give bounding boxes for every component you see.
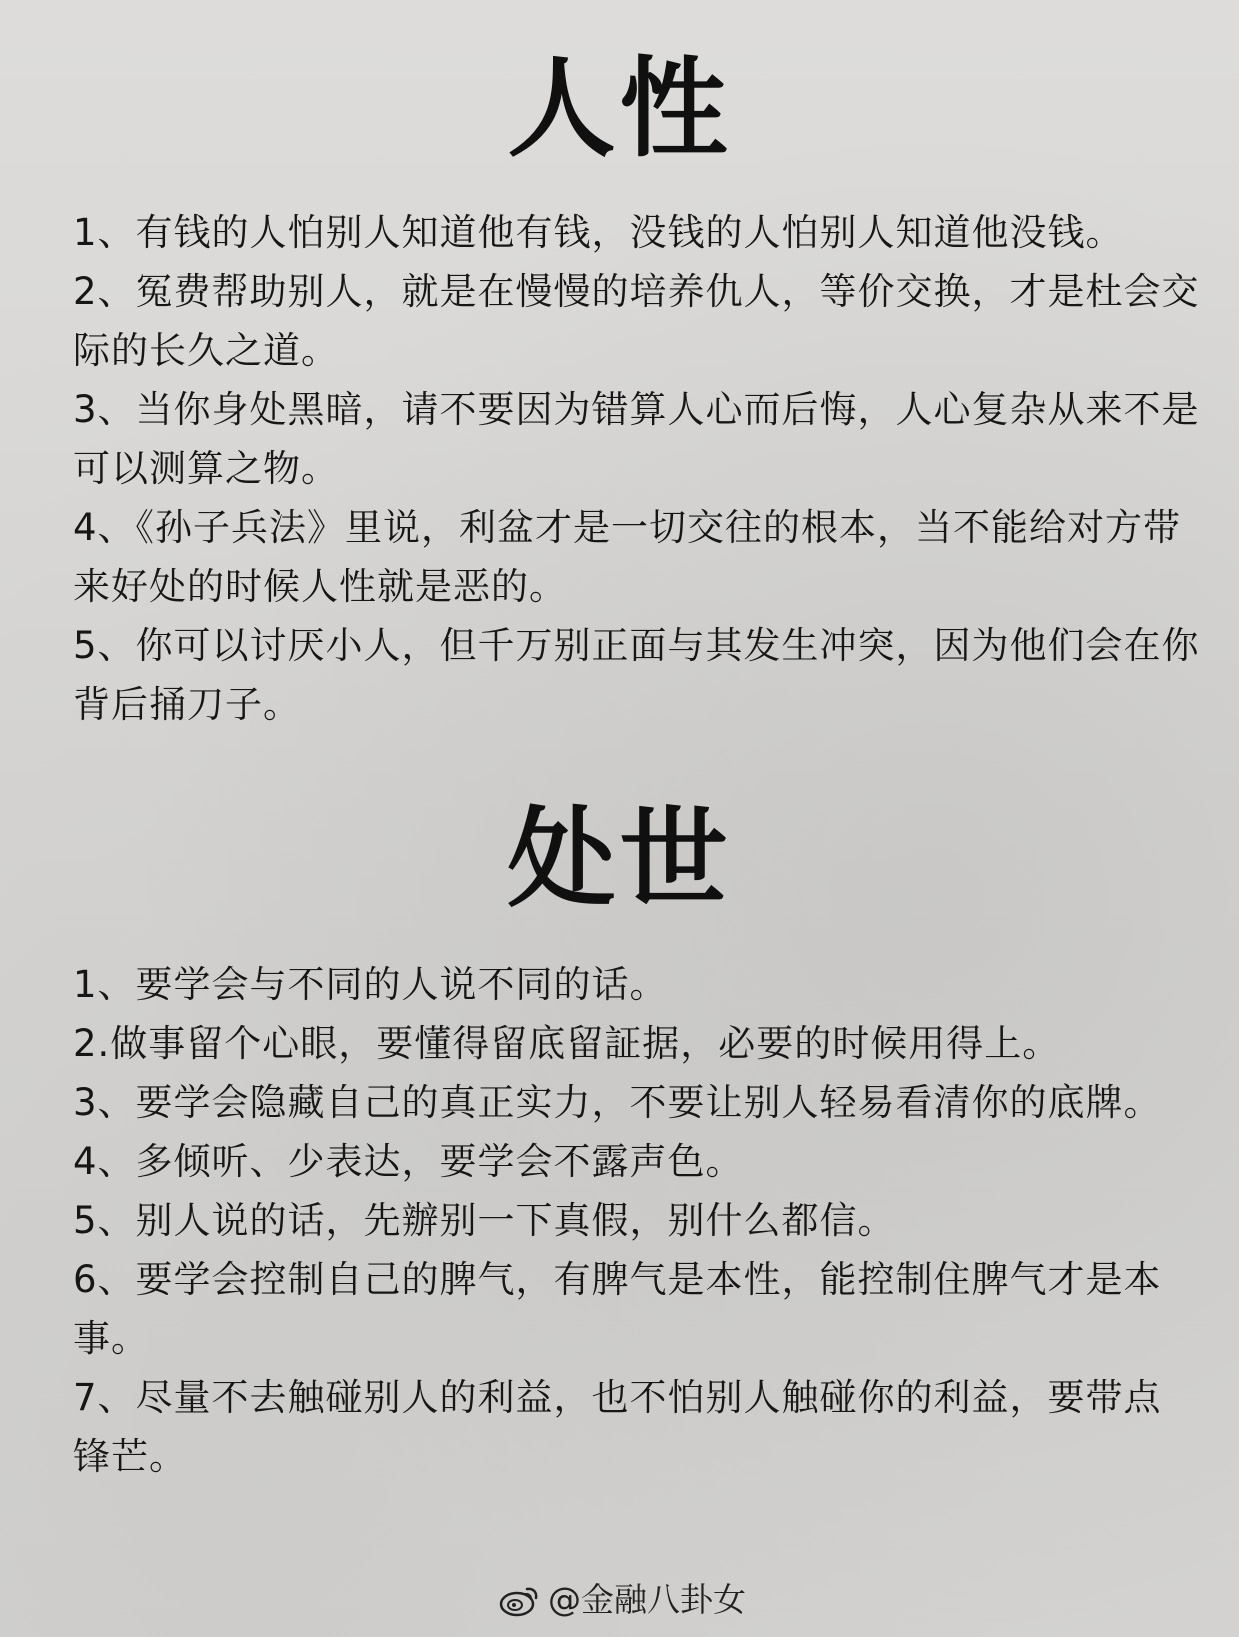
list-item: 2、冤费帮助别人，就是在慢慢的培养仇人，等价交换，才是杜会交际的长久之道。 xyxy=(73,270,1200,372)
section-title-conduct: 处世 xyxy=(507,797,732,922)
list-item: 3、要学会隐藏自己的真正实力，不要让别人轻易看清你的底牌。 xyxy=(73,1081,1162,1124)
list-item: 5、别人说的话，先辦别一下真假，别什么都信。 xyxy=(73,1199,896,1242)
watermark-text: @金融八卦女 xyxy=(548,1580,746,1619)
list-item: 2.做事留个心眼，要懂得留底留証据，必要的时候用得上。 xyxy=(73,1022,1061,1065)
weibo-icon xyxy=(498,1582,542,1618)
section-human-nature-list xyxy=(73,203,1223,734)
list-item: 1、有钱的人怕别人知道他有钱，没钱的人怕别人知道他没钱。 xyxy=(73,211,1124,254)
list-item: 1、要学会与不同的人说不同的话。 xyxy=(73,963,668,1006)
section-conduct-list xyxy=(73,955,1223,1486)
list-item: 3、当你身处黑暗，请不要因为错算人心而后悔，人心复杂从来不是可以测算之物。 xyxy=(73,388,1200,490)
section-title-human-nature: 人性 xyxy=(507,47,732,172)
list-item: 7、尽量不去触碰别人的利益，也不怕别人触碰你的利益，要带点锋芒。 xyxy=(73,1376,1162,1478)
list-item: 6、要学会控制自己的脾气，有脾气是本性，能控制住脾气才是本事。 xyxy=(73,1258,1162,1360)
list-item: 5、你可以讨厌小人，但千万别正面与其发生冲突，因为他们会在你背后捅刀子。 xyxy=(73,624,1200,726)
list-item: 4、《孙子兵法》里说，利盆才是一切交往的根本，当不能给对方带来好处的时候人性就是恶的。 xyxy=(73,506,1182,608)
watermark xyxy=(498,1578,746,1622)
list-item: 4、多倾听、少表达，要学会不露声色。 xyxy=(73,1140,744,1183)
